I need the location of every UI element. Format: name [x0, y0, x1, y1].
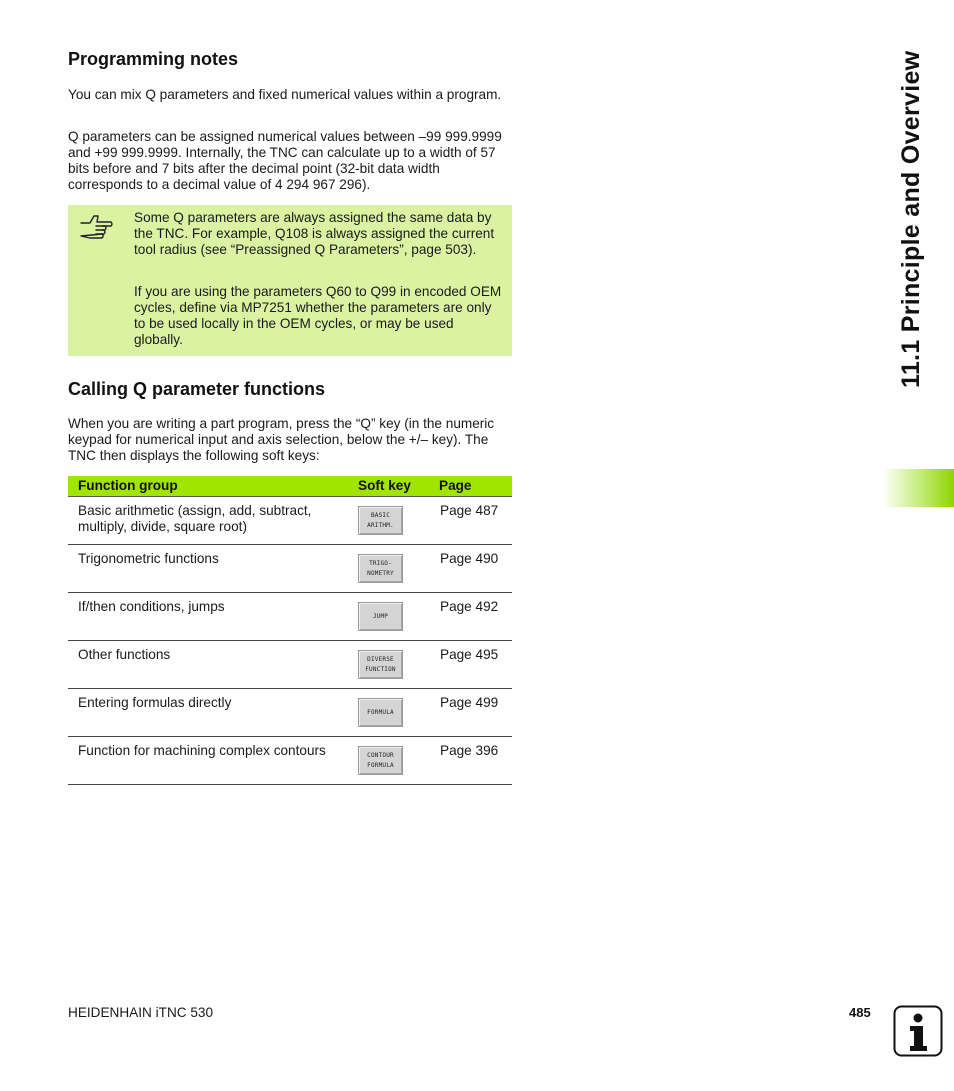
softkey-formula[interactable] [358, 698, 403, 727]
header-page: Page [439, 478, 472, 493]
cell-page-ref: Page 487 [440, 503, 499, 518]
heading-programming-notes: Programming notes [68, 49, 239, 69]
chapter-tab-marker [882, 469, 954, 507]
cell-function-group: Entering formulas directly [78, 695, 232, 710]
softkey-label: BASIC [370, 511, 391, 519]
cell-page-ref: Page 499 [440, 695, 499, 710]
cell-page-ref: Page 490 [440, 551, 499, 566]
function-table [68, 476, 512, 785]
cell-page-ref: Page 492 [440, 599, 499, 614]
pointing-hand-icon [78, 211, 114, 241]
softkey-label: JUMP [372, 612, 389, 620]
info-icon [893, 1005, 943, 1057]
softkey-jump[interactable] [358, 602, 403, 631]
softkey-label: NOMETRY [367, 569, 394, 577]
footer-manual-title: HEIDENHAIN iTNC 530 [68, 1005, 214, 1020]
paragraph-mix-parameters: You can mix Q parameters and fixed numerical values within a program. [68, 87, 502, 102]
softkey-label: FUNCTION [365, 665, 396, 673]
softkey-basic-arithm[interactable] [358, 506, 403, 535]
table-header [68, 476, 512, 497]
table-row [68, 641, 512, 689]
paragraph-q-key: When you are writing a part program, press the “Q” key (in the numeric keypad for numerical input and axis selection, below the +/– key). The TNC then displays the following soft keys: [68, 416, 495, 463]
cell-function-group: If/then conditions, jumps [78, 599, 225, 614]
softkey-label: FORMULA [367, 761, 394, 769]
cell-page-ref: Page 495 [440, 647, 499, 662]
table-row [68, 545, 512, 593]
footer-page-number: 485 [849, 1005, 871, 1020]
header-soft-key: Soft key [358, 478, 411, 493]
header-function-group: Function group [78, 478, 178, 493]
table-row [68, 593, 512, 641]
paragraph-value-range: Q parameters can be assigned numerical values between –99 999.9999 and +99 999.9999. Internally, the TNC can calculate up to a width of 57 bits before and 7 bits after the decimal point (32-bit data width corresponds to a decimal value of 4 294 967 296). [68, 129, 502, 192]
softkey-diverse-function[interactable] [358, 650, 403, 679]
softkey-label: TRIGO- [369, 559, 392, 567]
softkey-label: FORMULA [367, 708, 394, 716]
cell-function-group: Function for machining complex contours [78, 743, 326, 758]
note-box [68, 205, 512, 356]
cell-page-ref: Page 396 [440, 743, 499, 758]
cell-function-group: Other functions [78, 647, 171, 662]
chapter-side-title: 11.1 Principle and Overview [897, 50, 925, 388]
cell-function-group: Trigonometric functions [78, 551, 219, 566]
note-text-preassigned: Some Q parameters are always assigned the same data by the TNC. For example, Q108 is always assigned the current tool radius (see “Preassigned Q Parameters”, page 503). [134, 210, 495, 257]
table-row [68, 497, 512, 545]
table-row [68, 689, 512, 737]
note-text-oem-cycles: If you are using the parameters Q60 to Q99 in encoded OEM cycles, define via MP7251 whether the parameters are only to be used locally in the OEM cycles, or may be used globally. [134, 284, 502, 347]
softkey-label: CONTOUR [367, 751, 394, 759]
cell-function-group: Basic arithmetic (assign, add, subtract, multiply, divide, square root) [78, 503, 312, 534]
softkey-label: ARITHM. [367, 521, 394, 529]
softkey-contour-formula[interactable] [358, 746, 403, 775]
softkey-trigonometry[interactable] [358, 554, 403, 583]
table-row [68, 737, 512, 785]
softkey-label: DIVERSE [367, 655, 394, 663]
heading-calling-functions: Calling Q parameter functions [68, 379, 326, 399]
